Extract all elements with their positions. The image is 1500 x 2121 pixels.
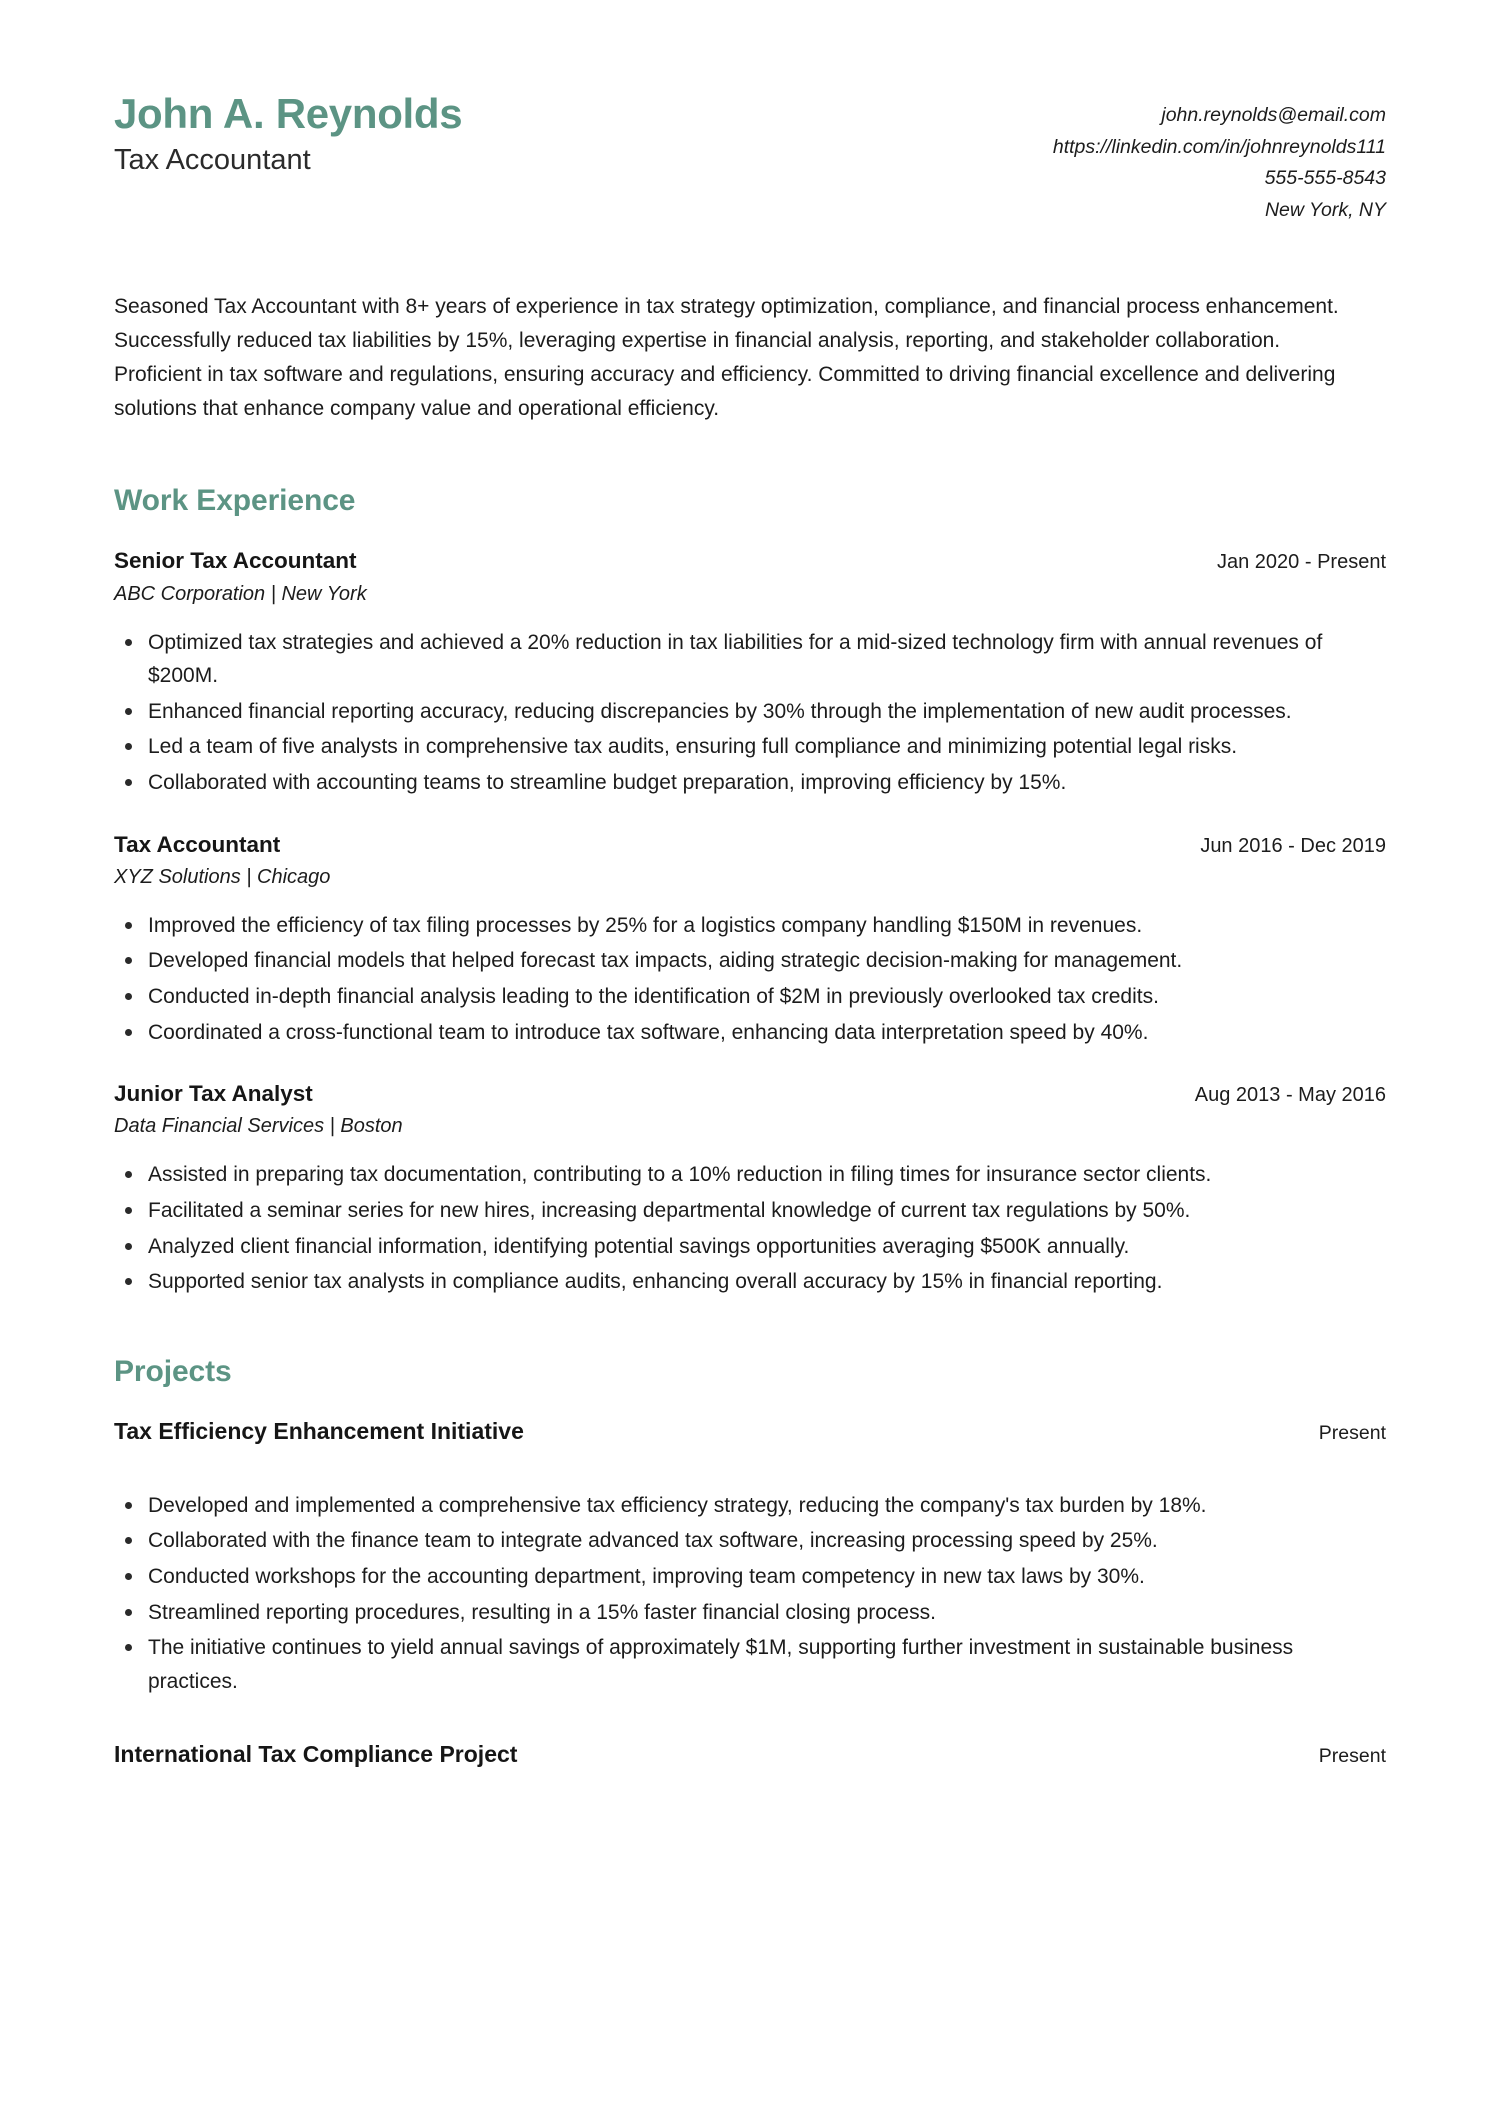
project-entry	[114, 1740, 1386, 1770]
list-item: The initiative continues to yield annual savings of approximately $1M, supporting further investment in sustainable business practices.	[114, 1631, 1372, 1698]
work-entry-bullets	[114, 1158, 1386, 1298]
candidate-job-title: Tax Accountant	[114, 144, 311, 177]
work-entry-date: Jan 2020 - Present	[1217, 551, 1386, 574]
list-item: Collaborated with the finance team to integrate advanced tax software, increasing processing speed by 25%.	[114, 1524, 1372, 1558]
work-entry-title: Senior Tax Accountant	[114, 548, 357, 574]
work-entry	[114, 1079, 1386, 1299]
list-item: Facilitated a seminar series for new hires, increasing departmental knowledge of current tax regulations by 50%.	[114, 1194, 1372, 1228]
resume-header	[114, 86, 1386, 226]
project-entry-title: International Tax Compliance Project	[114, 1741, 518, 1768]
list-item: Analyzed client financial information, identifying potential savings opportunities averaging $500K annually.	[114, 1230, 1372, 1264]
work-entry-bullets	[114, 626, 1386, 800]
list-item: Enhanced financial reporting accuracy, reducing discrepancies by 30% through the implementation of new audit processes.	[114, 695, 1372, 729]
work-entry-title: Junior Tax Analyst	[114, 1081, 313, 1107]
list-item: Developed and implemented a comprehensive tax efficiency strategy, reducing the company's tax burden by 18%.	[114, 1489, 1372, 1523]
work-entry	[114, 546, 1386, 799]
list-item: Optimized tax strategies and achieved a 20% reduction in tax liabilities for a mid-sized technology firm with annual revenues of $200M.	[114, 626, 1372, 693]
contact-linkedin[interactable]: https://linkedin.com/in/johnreynolds111	[1052, 135, 1386, 158]
project-entry-head	[114, 1417, 1386, 1447]
work-entry-title: Tax Accountant	[114, 831, 281, 857]
list-item: Supported senior tax analysts in compliance audits, enhancing overall accuracy by 15% in financial reporting.	[114, 1265, 1372, 1299]
project-entry-bullets	[114, 1489, 1386, 1699]
project-entry-title: Tax Efficiency Enhancement Initiative	[114, 1417, 524, 1444]
contact-phone[interactable]: 555-555-8543	[1264, 167, 1386, 190]
list-item: Conducted workshops for the accounting department, improving team competency in new tax laws by 30%.	[114, 1560, 1372, 1594]
candidate-name: John A. Reynolds	[114, 90, 463, 137]
contact-block	[1053, 86, 1386, 226]
work-entry-date: Jun 2016 - Dec 2019	[1200, 834, 1386, 857]
list-item: Collaborated with accounting teams to streamline budget preparation, improving efficiency by 15%.	[114, 766, 1372, 800]
project-entry	[114, 1417, 1386, 1698]
professional-summary: Seasoned Tax Accountant with 8+ years of experience in tax strategy optimization, compliance, and financial process enhancement. Successfully reduced tax liabilities by 15%, leveraging expertise in financial analysis, reporting, and stakeholder collaboration. Proficient in tax software and regulations, ensuring accuracy and efficiency. Committed to driving financial excellence and delivering solutions that enhance company value and operational efficiency.	[114, 295, 1339, 421]
work-entry	[114, 830, 1386, 1050]
list-item: Led a team of five analysts in comprehensive tax audits, ensuring full compliance and minimizing potential legal risks.	[114, 730, 1372, 764]
work-entry-head	[114, 830, 1386, 859]
work-entry-date: Aug 2013 - May 2016	[1194, 1084, 1386, 1107]
work-experience-section	[114, 484, 1386, 1298]
work-entry-company: XYZ Solutions | Chicago	[114, 865, 331, 888]
work-entry-company: ABC Corporation | New York	[114, 582, 367, 605]
work-entry-head	[114, 546, 1386, 575]
work-entry-bullets	[114, 909, 1386, 1049]
contact-email[interactable]: john.reynolds@email.com	[1161, 104, 1386, 126]
project-entry-date: Present	[1318, 1745, 1386, 1768]
work-entry-head	[114, 1079, 1386, 1108]
project-entry-date: Present	[1318, 1421, 1386, 1444]
project-entry-head	[114, 1740, 1386, 1770]
work-experience-heading: Work Experience	[114, 484, 356, 518]
list-item: Improved the efficiency of tax filing processes by 25% for a logistics company handling $150M in revenues.	[114, 909, 1372, 943]
list-item: Coordinated a cross-functional team to introduce tax software, enhancing data interpretation speed by 40%.	[114, 1016, 1372, 1050]
work-entry-company: Data Financial Services | Boston	[114, 1115, 403, 1138]
identity-block	[114, 86, 462, 178]
list-item: Streamlined reporting procedures, resulting in a 15% faster financial closing process.	[114, 1596, 1372, 1630]
contact-location: New York, NY	[1264, 198, 1386, 221]
list-item: Assisted in preparing tax documentation, contributing to a 10% reduction in filing times for insurance sector clients.	[114, 1158, 1372, 1192]
projects-heading: Projects	[114, 1354, 232, 1388]
list-item: Conducted in-depth financial analysis leading to the identification of $2M in previously overlooked tax credits.	[114, 980, 1372, 1014]
list-item: Developed financial models that helped forecast tax impacts, aiding strategic decision-making for management.	[114, 944, 1372, 978]
projects-section	[114, 1355, 1386, 1770]
